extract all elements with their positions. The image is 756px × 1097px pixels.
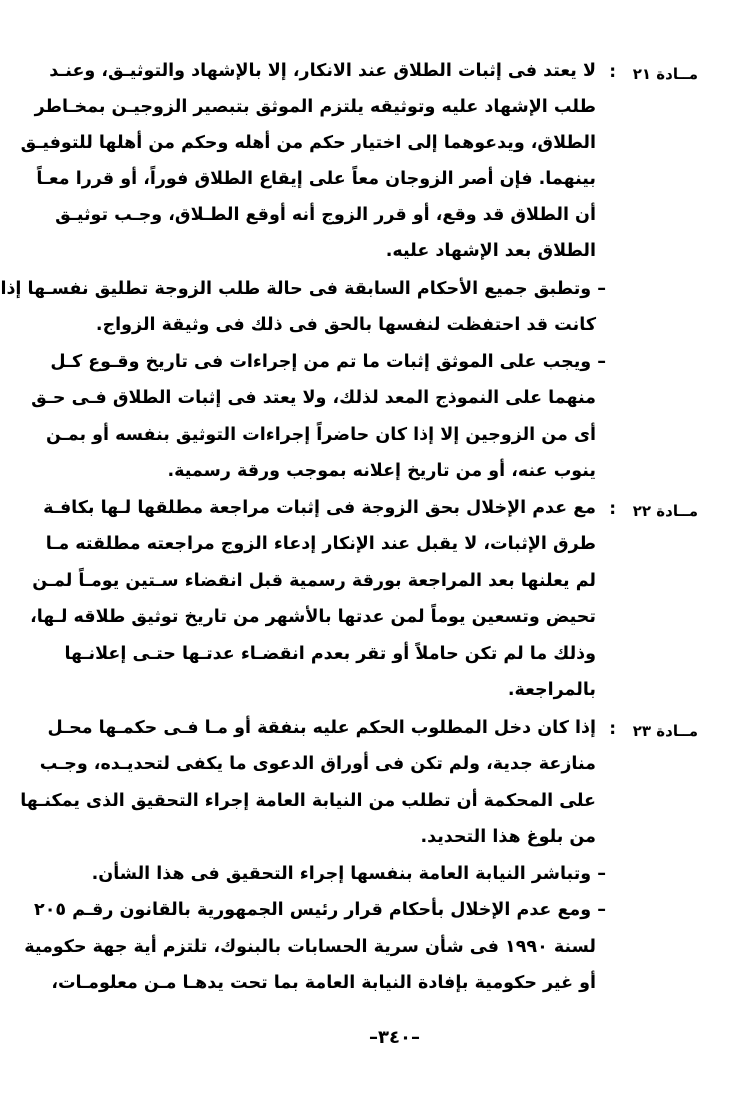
article-label: مــادة ٢٢ (632, 502, 698, 520)
text-line: لم يعلنها بعد المراجعة بورقة رسمية قبل انقضاء سـتين يومـاً لمـن (32, 571, 596, 591)
article-colon: : (609, 499, 616, 519)
article-colon: : (609, 62, 616, 82)
text-line: – وتطبق جميع الأحكام السابقة فى حالة طلب الزوجة تطليق نفسـها إذا (0, 279, 606, 299)
text-line: مع عدم الإخلال بحق الزوجة فى إثبات مراجعة مطلقها لـها بكافـة (43, 498, 596, 518)
text-line: طرق الإثبات، لا يقبل عند الإنكار إدعاء الزوج مراجعته مطلقته مـا (45, 534, 596, 554)
text-line: على المحكمة أن تطلب من النيابة العامة إجراء التحقيق الذى يمكنـها (20, 791, 596, 811)
text-line: – وتباشر النيابة العامة بنفسها إجراء التحقيق فى هذا الشأن. (91, 864, 606, 884)
text-line: أو غير حكومية بإفادة النيابة العامة بما تحت يدهـا مـن معلومـات، (51, 973, 596, 993)
text-line: من بلوغ هذا التحديد. (420, 827, 596, 847)
text-line: بينهما. فإن أصر الزوجان معاً على إيقاع الطلاق فوراً، أو قررا معـاً (36, 169, 596, 189)
text-line: تحيض وتسعين يوماً لمن عدتها بالأشهر من تاريخ توثيق طلاقه لـها، (30, 607, 596, 627)
text-line: إذا كان دخل المطلوب الحكم عليه بنفقة أو مـا فـى حكمـها محـل (47, 718, 596, 738)
text-line: وذلك ما لم تكن حاملاً أو تقر بعدم انقضـاء عدتـها حتـى إعلانـها (64, 644, 596, 664)
text-line: – ويجب على الموثق إثبات ما تم من إجراءات فى تاريخ وقـوع كـل (50, 352, 606, 372)
article-colon: : (609, 719, 616, 739)
text-line: أى من الزوجين إلا إذا كان حاضراً إجراءات التوثيق بنفسه أو بمـن (46, 425, 596, 445)
text-line: الطلاق، ويدعوهما إلى اختيار حكم من أهله وحكم من أهلها للتوفيـق (20, 133, 596, 153)
text-line: لا يعتد فى إثبات الطلاق عند الانكار، إلا بالإشهاد والتوثيـق، وعنـد (49, 61, 596, 81)
text-line: ينوب عنه، أو من تاريخ إعلانه بموجب ورقة رسمية. (167, 461, 596, 481)
text-line: أن الطلاق قد وقع، أو قرر الزوج أنه أوقع الطـلاق، وجـب توثيـق (55, 205, 596, 225)
text-line: منازعة جدية، ولم تكن فى أوراق الدعوى ما يكفى لتحديـده، وجـب (39, 754, 596, 774)
text-line: كانت قد احتفظت لنفسها بالحق فى ذلك فى وثيقة الزواج. (95, 315, 596, 335)
article-label: مــادة ٢١ (632, 65, 698, 83)
text-line: منهما على النموذج المعد لذلك، ولا يعتد فى إثبات الطلاق فـى حـق (31, 388, 596, 408)
text-line: لسنة ١٩٩٠ فى شأن سرية الحسابات بالبنوك، تلتزم أية جهة حكومية (24, 937, 596, 957)
text-line: طلب الإشهاد عليه وتوثيقه يلتزم الموثق بتبصير الزوجيـن بمخـاطر (34, 97, 596, 117)
article-label: مــادة ٢٣ (632, 722, 698, 740)
text-line: الطلاق بعد الإشهاد عليه. (385, 241, 596, 261)
text-line: بالمراجعة. (507, 680, 596, 700)
page-number: –٣٤٠– (369, 1027, 420, 1048)
text-line: – ومع عدم الإخلال بأحكام قرار رئيس الجمهورية بالقانون رقـم ٢٠٥ (34, 900, 606, 920)
